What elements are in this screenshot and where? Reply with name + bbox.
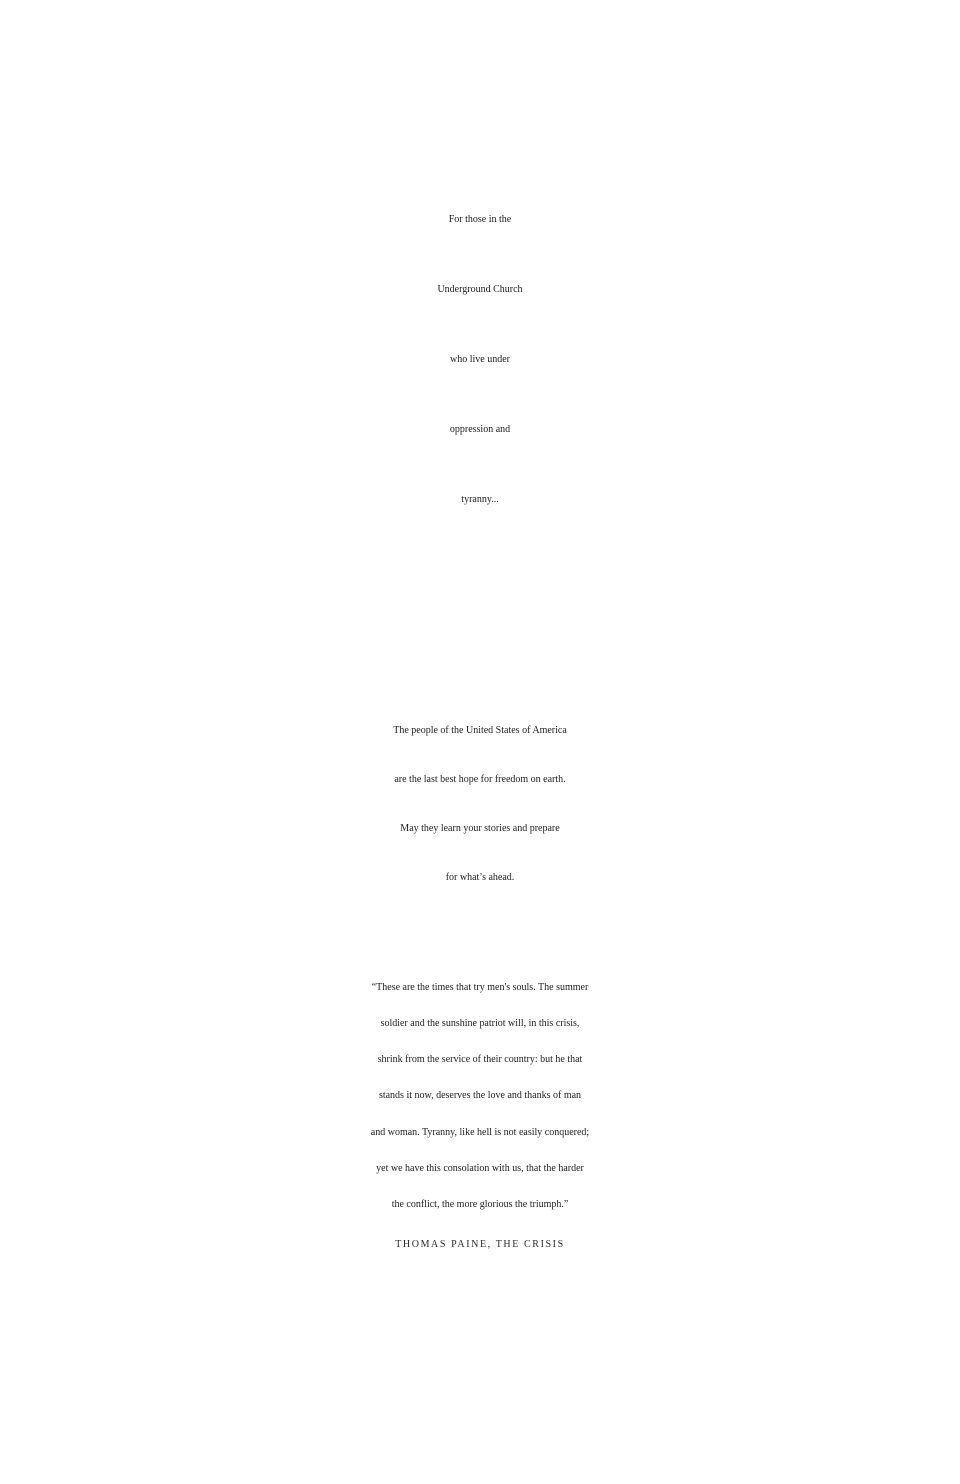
epigraph-line: “These are the times that try men's souls. The summer <box>371 982 589 993</box>
dedication-body-line: The people of the United States of America <box>393 725 567 736</box>
dedication-body-line: are the last best hope for freedom on earth. <box>394 774 566 785</box>
dedication-heading-line: who live under <box>450 354 510 365</box>
dedication-heading-line: For those in the <box>448 214 512 225</box>
epigraph-attribution: THOMAS PAINE, THE CRISIS <box>395 1239 565 1250</box>
dedication-heading-line: tyranny... <box>461 494 499 505</box>
dedication-heading-line: oppression and <box>449 424 511 435</box>
epigraph-line: soldier and the sunshine patriot will, in this crisis, <box>380 1018 580 1029</box>
dedication-body-line: for what’s ahead. <box>445 872 515 883</box>
epigraph-line: and woman. Tyranny, like hell is not easily conquered; <box>370 1127 590 1138</box>
dedication-body-line: May they learn your stories and prepare <box>400 823 560 834</box>
epigraph-line: shrink from the service of their country: but he that <box>377 1054 583 1065</box>
epigraph-line: yet we have this consolation with us, that the harder <box>376 1163 584 1174</box>
dedication-heading-line: Underground Church <box>437 284 523 295</box>
epigraph-line: stands it now, deserves the love and thanks of man <box>378 1090 582 1101</box>
epigraph-line: the conflict, the more glorious the triumph.” <box>391 1199 569 1210</box>
